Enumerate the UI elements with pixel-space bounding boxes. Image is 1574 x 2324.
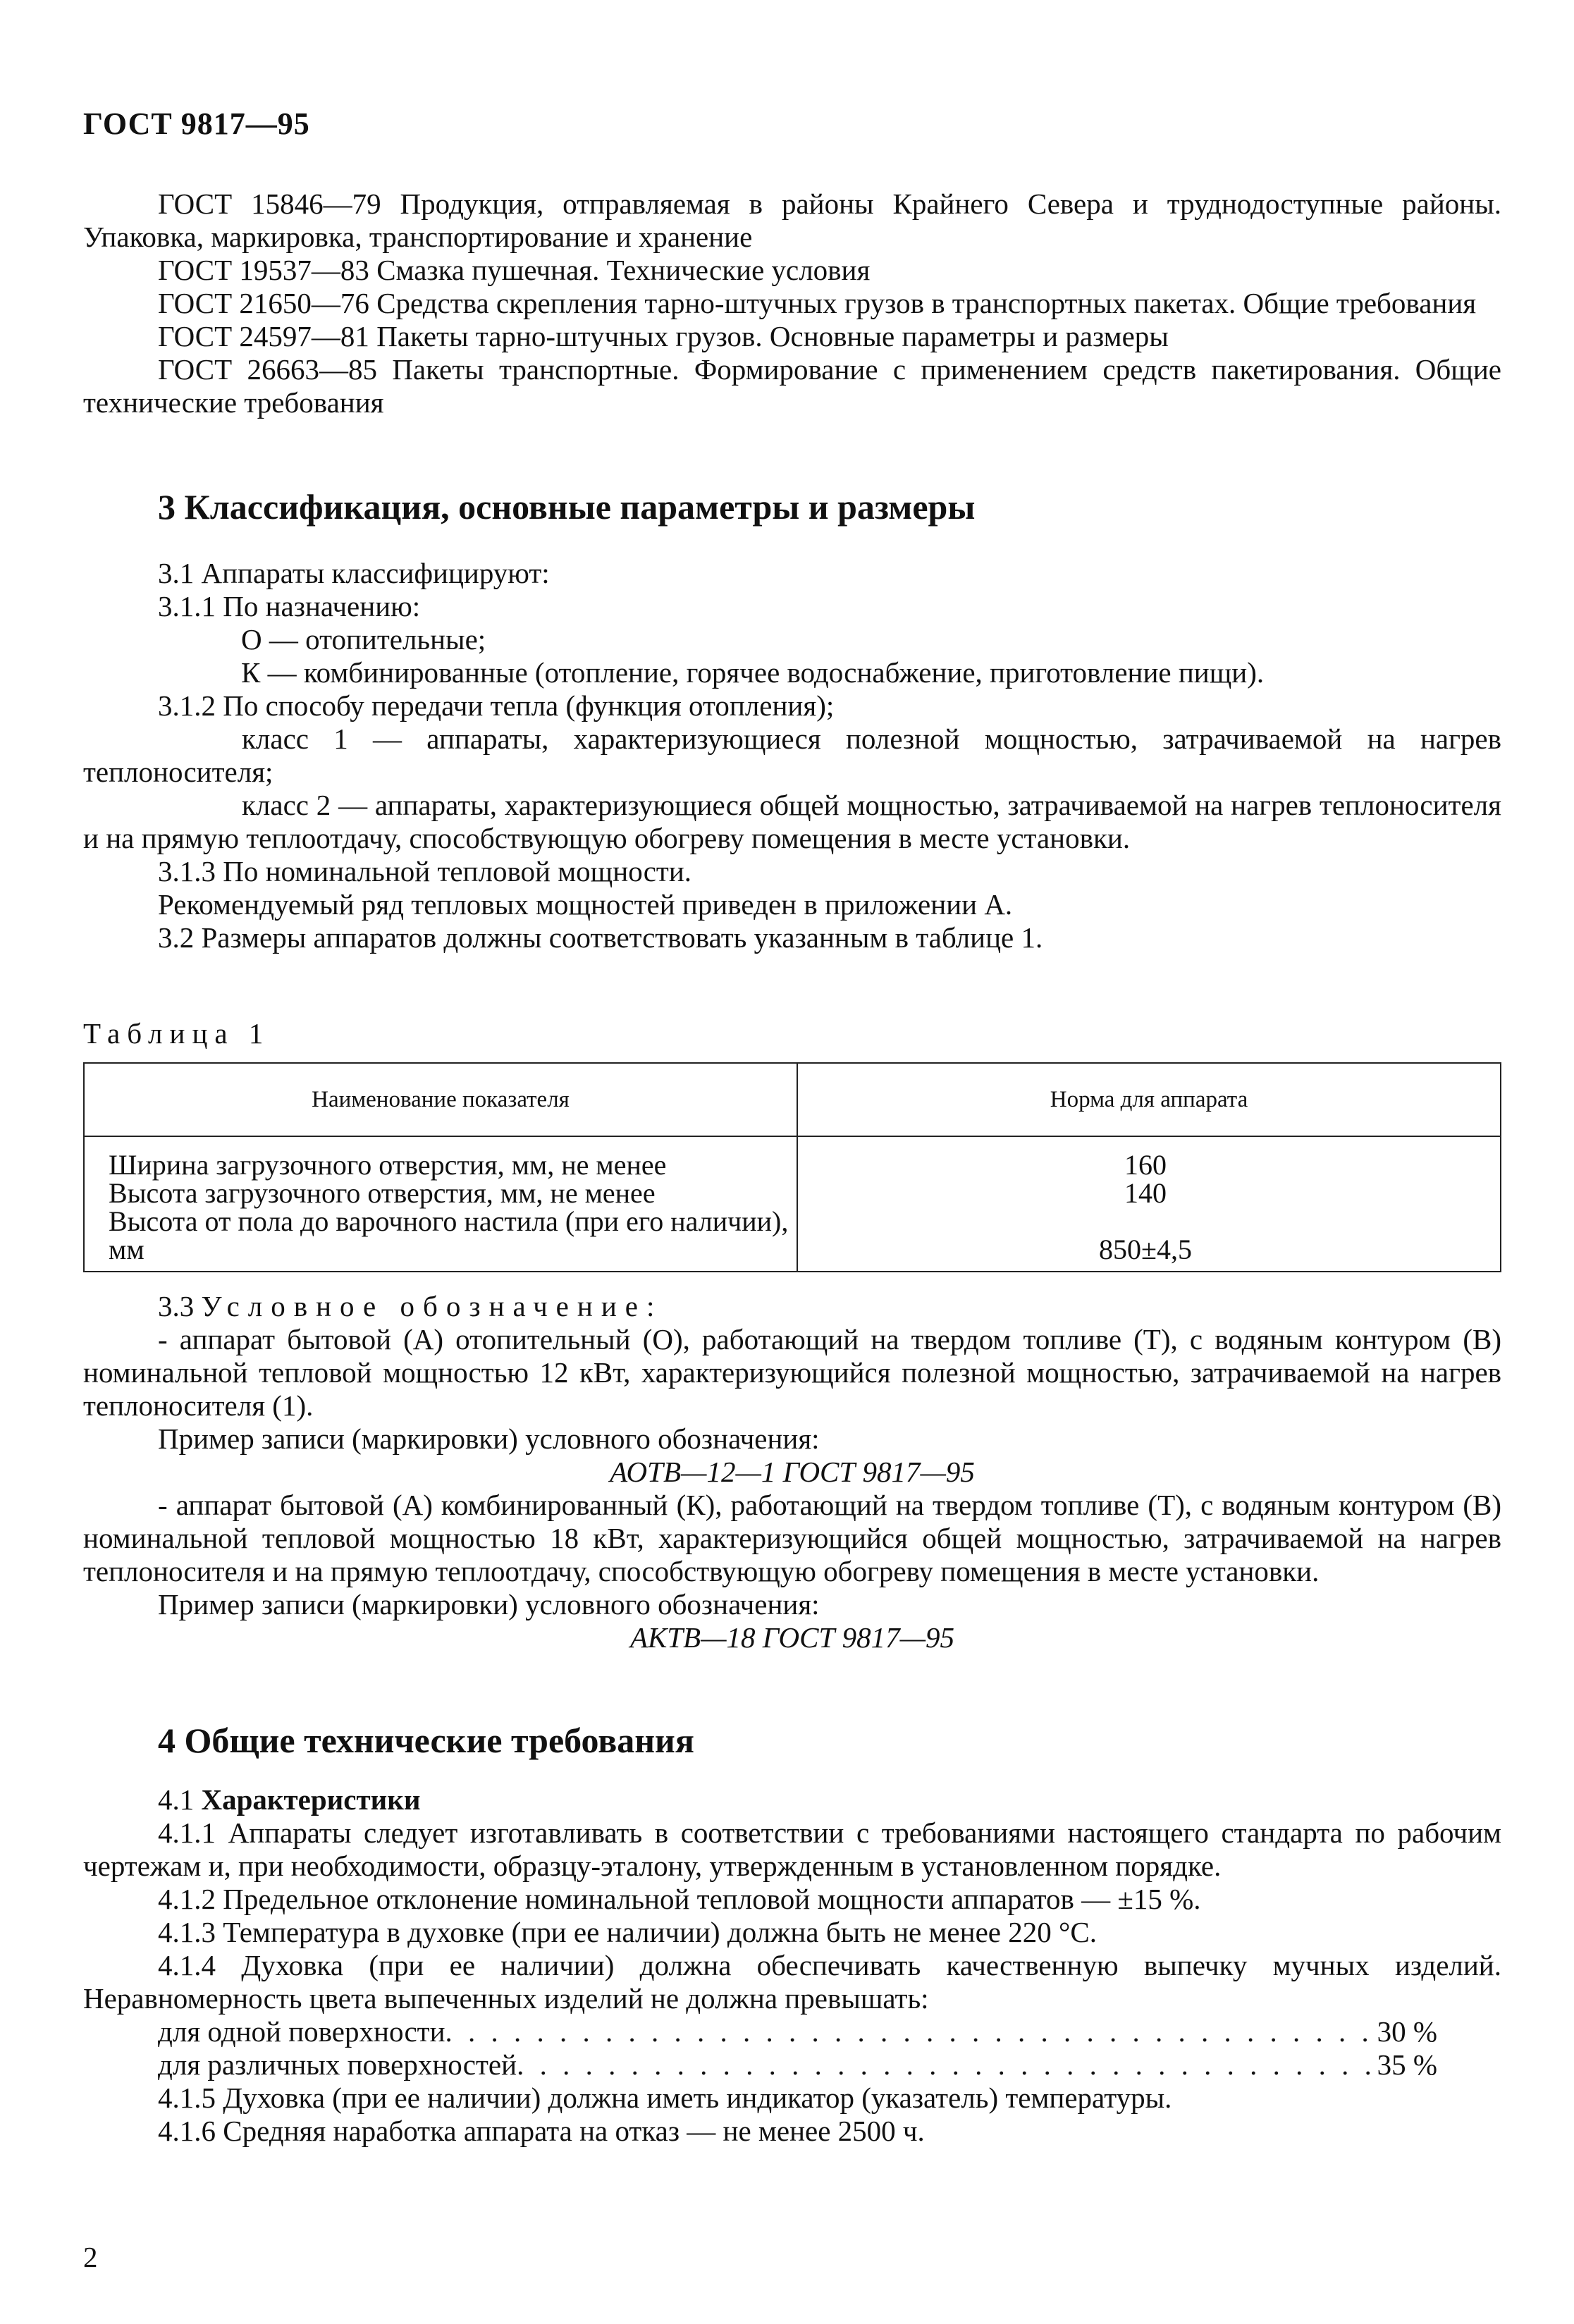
clause-4-1-5: 4.1.5 Духовка (при ее наличии) должна иметь индикатор (указатель) температуры.	[158, 2082, 1172, 2114]
class-o: О — отопительные;	[241, 623, 486, 656]
clause-4-1-heading: 4.1 Характеристики	[158, 1783, 421, 1816]
class-1: класс 1 — аппараты, характеризующиеся полезной мощностью, затрачиваемой на нагрев теплоносителя;	[83, 723, 1501, 788]
example-1-text: - аппарат бытовой (А) отопительный (О), работающий на твердом топливе (Т), с водяным контуром (В) номинальной тепловой мощностью 12 кВт, характеризующийся полезной мощностью, затрачиваемой на нагрев теплоносителя (1).	[83, 1323, 1501, 1422]
example-2-text: - аппарат бытовой (А) комбинированный (К), работающий на твердом топливе (Т), с водяным контуром (В) номинальной тепловой мощностью 18 кВт, характеризующийся общей мощностью, затрачиваемой на нагрев теплоносителя и на прямую теплоотдачу, способствующую обогреву помещения в месте установки.	[83, 1489, 1501, 1587]
section-4-body	[83, 1783, 1501, 2148]
reference-item: ГОСТ 24597—81 Пакеты тарно-штучных грузов. Основные параметры и размеры	[158, 320, 1169, 352]
reference-item: ГОСТ 19537—83 Смазка пушечная. Технические условия	[158, 254, 871, 286]
table-cell-names: Ширина загрузочного отверстия, мм, не менее Высота загрузочного отверстия, мм, не менее Высота от пола до варочного настила (при его наличии), мм	[84, 1136, 797, 1272]
recommend-note: Рекомендуемый ряд тепловых мощностей приведен в приложении А.	[158, 888, 1013, 921]
table-row	[84, 1136, 1501, 1272]
section-3-3	[83, 1290, 1501, 1654]
example-2-label: Пример записи (маркировки) условного обозначения:	[158, 1588, 820, 1621]
clause-3-2: 3.2 Размеры аппаратов должны соответствовать указанным в таблице 1.	[158, 921, 1043, 954]
clause-4-1-3: 4.1.3 Температура в духовке (при ее наличии) должна быть не менее 220 °С.	[158, 1916, 1097, 1948]
clause-4-1-6: 4.1.6 Средняя наработка аппарата на отказ — не менее 2500 ч.	[158, 2115, 925, 2147]
reference-item: ГОСТ 15846—79 Продукция, отправляемая в районы Крайнего Севера и труднодоступные районы. Упаковка, маркировка, транспортирование и хранение	[83, 187, 1502, 253]
page-number: 2	[83, 2241, 98, 2273]
clause-3-3-heading: 3.3 Условное обозначение:	[158, 1290, 663, 1322]
leader-line-different-surfaces: для различных поверхностей . . . 35 %	[83, 2048, 1437, 2082]
table-header-norm: Норма для аппарата	[797, 1063, 1501, 1136]
class-2: класс 2 — аппараты, характеризующиеся общей мощностью, затрачиваемой на нагрев теплоносителя и на прямую теплоотдачу, способствующую обогреву помещения в месте установки.	[83, 789, 1501, 854]
example-1-code: АОТВ—12—1 ГОСТ 9817—95	[610, 1456, 975, 1488]
section-4-heading: 4 Общие технические требования	[158, 1721, 694, 1760]
clause-3-1: 3.1 Аппараты классифицируют:	[158, 557, 550, 589]
section-3-heading: 3 Классификация, основные параметры и размеры	[158, 487, 976, 527]
table-caption: Таблица 1	[83, 1017, 271, 1050]
reference-item: ГОСТ 26663—85 Пакеты транспортные. Формирование с применением средств пакетирования. Общие технические требования	[83, 353, 1501, 419]
clause-4-1-2: 4.1.2 Предельное отклонение номинальной тепловой мощности аппаратов — ±15 %.	[158, 1883, 1201, 1915]
example-2-code: АКТВ—18 ГОСТ 9817—95	[629, 1621, 955, 1654]
table-1	[83, 1062, 1501, 1272]
section-3-body	[83, 557, 1501, 954]
example-1-label: Пример записи (маркировки) условного обозначения:	[158, 1422, 820, 1455]
clause-4-1-1: 4.1.1 Аппараты следует изготавливать в соответствии с требованиями настоящего стандарта по рабочим чертежам и, при необходимости, образцу-эталону, утвержденным в установленном порядке.	[83, 1816, 1501, 1882]
clause-3-1-3: 3.1.3 По номинальной тепловой мощности.	[158, 855, 692, 887]
clause-3-1-2: 3.1.2 По способу передачи тепла (функция отопления);	[158, 689, 835, 722]
class-k: К — комбинированные (отопление, горячее водоснабжение, приготовление пищи).	[241, 656, 1265, 689]
table-cell-values: 160 140 850±4,5	[797, 1136, 1501, 1272]
reference-item: ГОСТ 21650—76 Средства скрепления тарно-штучных грузов в транспортных пакетах. Общие требования	[158, 287, 1477, 319]
leader-line-single-surface: для одной поверхности . . . 30 %	[83, 2015, 1437, 2048]
clause-3-1-1: 3.1.1 По назначению:	[158, 590, 421, 622]
references-list	[83, 187, 1501, 419]
table-header-name: Наименование показателя	[84, 1063, 797, 1136]
clause-4-1-4: 4.1.4 Духовка (при ее наличии) должна обеспечивать качественную выпечку мучных изделий. Неравномерность цвета выпеченных изделий не должна превышать:	[83, 1949, 1501, 2015]
running-head: ГОСТ 9817—95	[83, 106, 310, 141]
